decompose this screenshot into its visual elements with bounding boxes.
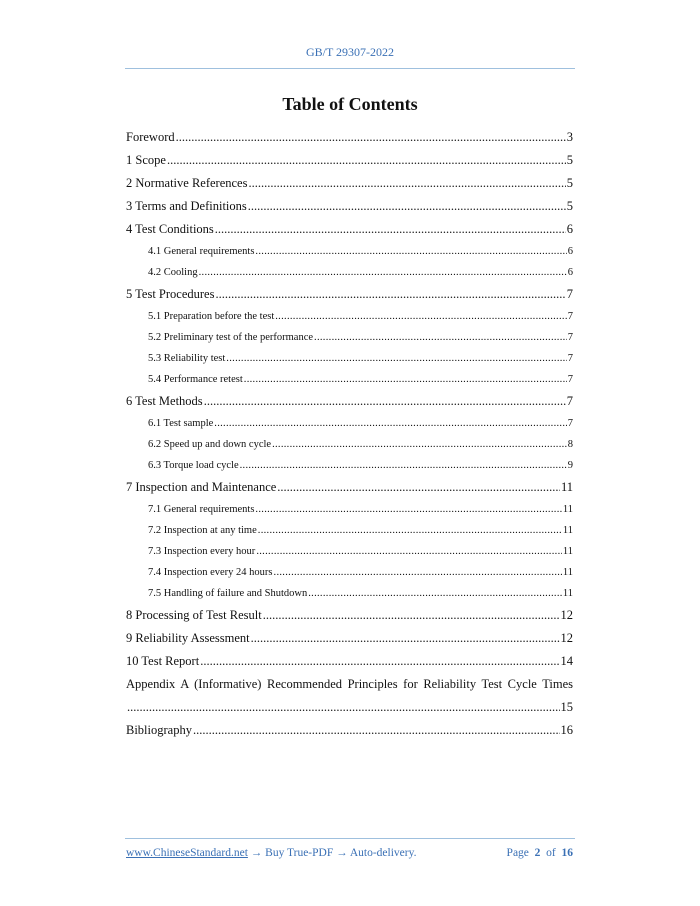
toc-entry-page: 8 — [567, 439, 573, 450]
toc-leader-dots — [244, 369, 567, 390]
toc-entry-page: 12 — [560, 631, 573, 645]
toc-entry-section[interactable] — [126, 627, 573, 650]
toc-entry-page: 11 — [560, 480, 573, 494]
toc-leader-dots — [272, 434, 567, 455]
toc-entry-label: 7.5 Handling of failure and Shutdown — [148, 588, 308, 599]
toc-entry-subsection[interactable] — [126, 348, 573, 369]
toc-entry-page: 7 — [566, 394, 573, 408]
toc-leader-dots — [176, 126, 566, 149]
toc-entry-page: 11 — [562, 567, 573, 578]
toc-entry-label: 5.3 Reliability test — [148, 353, 226, 364]
toc-entry-section[interactable] — [126, 126, 573, 149]
toc-entry-page: 6 — [566, 222, 573, 236]
toc-entry-label: 5.2 Preliminary test of the performance — [148, 332, 314, 343]
toc-entry-subsection[interactable] — [126, 499, 573, 520]
toc-entry-page: 6 — [567, 246, 573, 257]
toc-entry-appendix-continuation — [126, 696, 573, 719]
toc-leader-dots — [248, 172, 565, 195]
toc-entry-list — [126, 126, 573, 673]
toc-leader-dots — [308, 583, 562, 604]
header-divider — [125, 68, 575, 69]
toc-leader-dots — [277, 476, 560, 499]
toc-entry-label: 6.1 Test sample — [148, 418, 214, 429]
toc-entry-label: 5 Test Procedures — [126, 287, 215, 301]
toc-entry-subsection[interactable] — [126, 583, 573, 604]
page-indicator — [507, 847, 573, 859]
toc-entry-label: 7.1 General requirements — [148, 504, 255, 515]
toc-entry-subsection[interactable] — [126, 306, 573, 327]
toc-entry-page: 5 — [566, 199, 573, 213]
toc-leader-dots — [248, 195, 566, 218]
toc-entry-label: 4 Test Conditions — [126, 222, 214, 236]
toc-leader-dots — [240, 455, 567, 476]
toc-entry-page: 11 — [562, 525, 573, 536]
toc-leader-dots — [274, 562, 562, 583]
toc-leader-dots — [251, 627, 560, 650]
standard-code-header: GB/T 29307-2022 — [305, 45, 395, 59]
toc-entry-label: 9 Reliability Assessment — [126, 631, 250, 645]
toc-entry-page: 15 — [560, 700, 573, 714]
toc-leader-dots — [215, 283, 565, 306]
toc-entry-subsection[interactable] — [126, 562, 573, 583]
footer-promo — [126, 847, 416, 859]
toc-entry-label: 2 Normative References — [126, 176, 248, 190]
toc-entry-subsection[interactable] — [126, 262, 573, 283]
toc-entry-page: 7 — [567, 332, 573, 343]
toc-leader-dots — [256, 541, 562, 562]
toc-leader-dots — [200, 650, 559, 673]
footer-promo-text: → Buy True-PDF → Auto-delivery. — [247, 847, 417, 859]
toc-entry-page: 7 — [567, 353, 573, 364]
toc-leader-dots — [226, 348, 566, 369]
page-current: 2 — [534, 847, 541, 859]
toc-entry-page: 7 — [567, 418, 573, 429]
toc-entry-page: 3 — [566, 130, 573, 144]
toc-entry-page: 7 — [566, 287, 573, 301]
toc-entry-subsection[interactable] — [126, 327, 573, 348]
toc-entry-label: Foreword — [126, 130, 175, 144]
toc-leader-dots — [215, 218, 566, 241]
toc-entry-page: 14 — [560, 654, 573, 668]
toc-entry-subsection[interactable] — [126, 520, 573, 541]
toc-entry-label: 1 Scope — [126, 153, 166, 167]
toc-entry-subsection[interactable] — [126, 241, 573, 262]
toc-entry-label: 10 Test Report — [126, 654, 200, 668]
toc-entry-subsection[interactable] — [126, 541, 573, 562]
toc-leader-dots — [263, 604, 560, 627]
toc-entry-page: 6 — [567, 267, 573, 278]
toc-entry-page: 11 — [562, 546, 573, 557]
toc-entry-section[interactable] — [126, 604, 573, 627]
footer-divider — [125, 838, 575, 839]
toc-leader-dots — [314, 327, 567, 348]
page-prefix: Page — [506, 847, 529, 859]
toc-leader-dots — [275, 306, 567, 327]
toc-entry-label: 4.1 General requirements — [148, 246, 255, 257]
toc-leader-dots — [193, 719, 560, 742]
toc-entry-label: 6.3 Torque load cycle — [148, 460, 239, 471]
toc-entry-label: 7.3 Inspection every hour — [148, 546, 256, 557]
toc-leader-dots — [255, 241, 566, 262]
toc-entry-section[interactable] — [126, 172, 573, 195]
toc-entry-label: 3 Terms and Definitions — [126, 199, 247, 213]
toc-entry-section[interactable] — [126, 195, 573, 218]
toc-entry-subsection[interactable] — [126, 369, 573, 390]
toc-entry-page: 7 — [567, 311, 573, 322]
toc-entry-page: 5 — [566, 176, 573, 190]
toc-entry-page: 11 — [562, 588, 573, 599]
toc-entry-subsection[interactable] — [126, 413, 573, 434]
toc-leader-dots — [258, 520, 562, 541]
toc-entry-appendix-a[interactable] — [126, 673, 573, 719]
toc-entry-label: Bibliography — [126, 723, 192, 737]
toc-entry-page: 11 — [562, 504, 573, 515]
toc-leader-dots — [214, 413, 566, 434]
page-footer — [126, 847, 573, 859]
toc-entry-section[interactable] — [126, 218, 573, 241]
toc-entry-section[interactable] — [126, 476, 573, 499]
toc-entry-label: 4.2 Cooling — [148, 267, 198, 278]
toc-entry-subsection[interactable] — [126, 455, 573, 476]
toc-leader-dots — [255, 499, 561, 520]
toc-entry-label: 7.2 Inspection at any time — [148, 525, 257, 536]
toc-entry-page: 9 — [567, 460, 573, 471]
toc-entry-page: 5 — [566, 153, 573, 167]
page-of: of — [546, 847, 556, 859]
toc-entry-label: 6 Test Methods — [126, 394, 203, 408]
toc-entry-section[interactable] — [126, 390, 573, 413]
toc-leader-dots — [204, 390, 566, 413]
toc-entry-label: 8 Processing of Test Result — [126, 608, 262, 622]
page-total: 16 — [561, 847, 573, 859]
toc-leader-dots — [199, 262, 567, 283]
toc-entry-label: 6.2 Speed up and down cycle — [148, 439, 272, 450]
toc-entry-page: 16 — [560, 723, 573, 737]
toc-entry-page: 7 — [567, 374, 573, 385]
toc-leader-dots — [167, 149, 566, 172]
toc-entry-label: 5.4 Performance retest — [148, 374, 243, 385]
website-link[interactable]: www.ChineseStandard.net — [126, 847, 248, 859]
toc-entry-page: 12 — [560, 608, 573, 622]
page-title: Table of Contents — [282, 94, 418, 114]
toc-entry-section[interactable] — [126, 149, 573, 172]
toc-entry-subsection[interactable] — [126, 434, 573, 455]
toc-leader-dots — [127, 696, 560, 719]
toc-entry-label: Appendix A (Informative) Recommended Principles for Reliability Test Cycle Times — [126, 677, 573, 691]
toc-entry-label: 7.4 Inspection every 24 hours — [148, 567, 273, 578]
toc-entry-bibliography[interactable] — [126, 719, 573, 742]
toc-entry-label: 7 Inspection and Maintenance — [126, 480, 277, 494]
toc-entry-section[interactable] — [126, 650, 573, 673]
toc-entry-label: 5.1 Preparation before the test — [148, 311, 275, 322]
toc-entry-section[interactable] — [126, 283, 573, 306]
table-of-contents — [126, 126, 573, 742]
